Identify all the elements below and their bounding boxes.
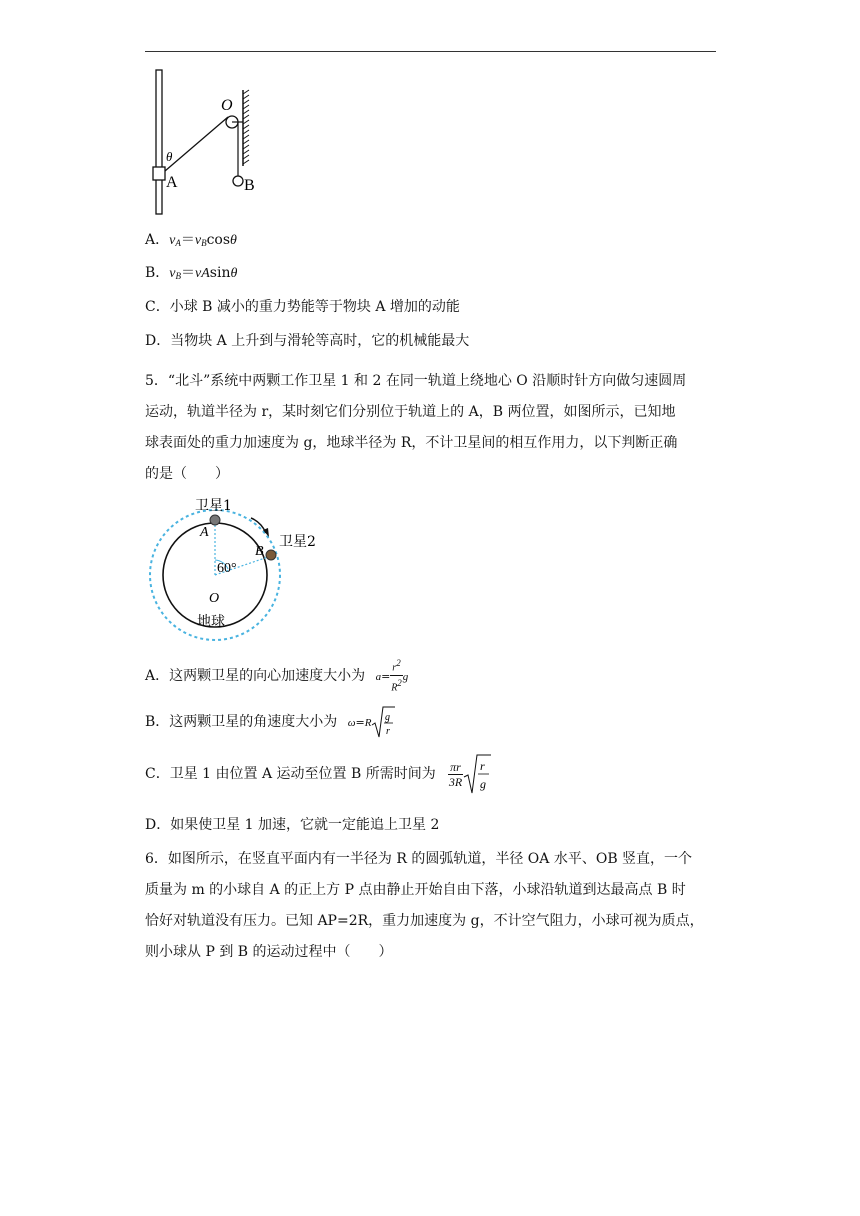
q5-option-b: B．这两颗卫星的角速度大小为 ω=R g r — [145, 704, 395, 741]
svg-text:g: g — [479, 777, 486, 791]
label-A: A — [166, 174, 178, 191]
q4-option-b: B．$v_B=vAsin\theta$ — [145, 265, 238, 281]
satellite-figure — [145, 490, 325, 650]
q4-option-a: A．$v_A=v_B\cos\theta$ — [145, 232, 237, 248]
earth-label: 地球 — [197, 614, 225, 630]
label-B: B — [255, 544, 264, 559]
q6-stem: 6．如图所示，在竖直平面内有一半径为 R 的圆弧轨道，半径 OA 水平、OB 竖直，一个 质量为 m 的小球自 A 的正上方 P 点由静止开始自由下落，小球沿轨道到达最高点 B 时 恰好对轨道没有压力。已知 AP=2R，重力加速度为 g，不计空气阻力，小球可视为质点， 则小球从 P 到 B 的运动过程中（ ） — [145, 851, 704, 960]
svg-text:r: r — [479, 759, 485, 773]
label-theta: θ — [166, 149, 173, 164]
sat2-label: 卫星2 — [279, 534, 316, 550]
label-A: A — [200, 525, 209, 540]
pulley-figure — [150, 66, 270, 218]
q5-option-a: A．这两颗卫星的向心加速度大小为 a= $\frac{r^2}{R^2}$ g — [145, 658, 409, 694]
label-O: O — [209, 591, 220, 606]
svg-text:g: g — [385, 712, 391, 723]
q5-stem: 5．“北斗”系统中两颗工作卫星 1 和 2 在同一轨道上绕地心 O 沿顺时针方向做匀速圆周 运动，轨道半径为 r，某时刻它们分别位于轨道上的 A，B 两位置，如图所示，已知地 球表面处的重力加速度为 g，地球半径为 R，不计卫星间的相互作用力，以下判断正确 的是（ ） — [145, 373, 687, 482]
label-B: B — [244, 177, 255, 194]
q5-option-d: D．如果使卫星 1 加速，它就一定能追上卫星 2 — [145, 817, 440, 833]
sat1-label: 卫星1 — [195, 498, 232, 514]
svg-text:r: r — [386, 726, 391, 737]
q5-option-c: C．卫星 1 由位置 A 运动至位置 B 所需时间为 $\frac{\pi r}{3R}$ r g — [145, 752, 491, 796]
q4-option-d: D．当物块 A 上升到与滑轮等高时，它的机械能最大 — [145, 333, 470, 349]
angle-label: 60° — [217, 561, 237, 576]
q4-option-c: C．小球 B 减小的重力势能等于物块 A 增加的动能 — [145, 299, 460, 315]
header-rule — [145, 51, 716, 52]
label-O: O — [221, 97, 233, 114]
